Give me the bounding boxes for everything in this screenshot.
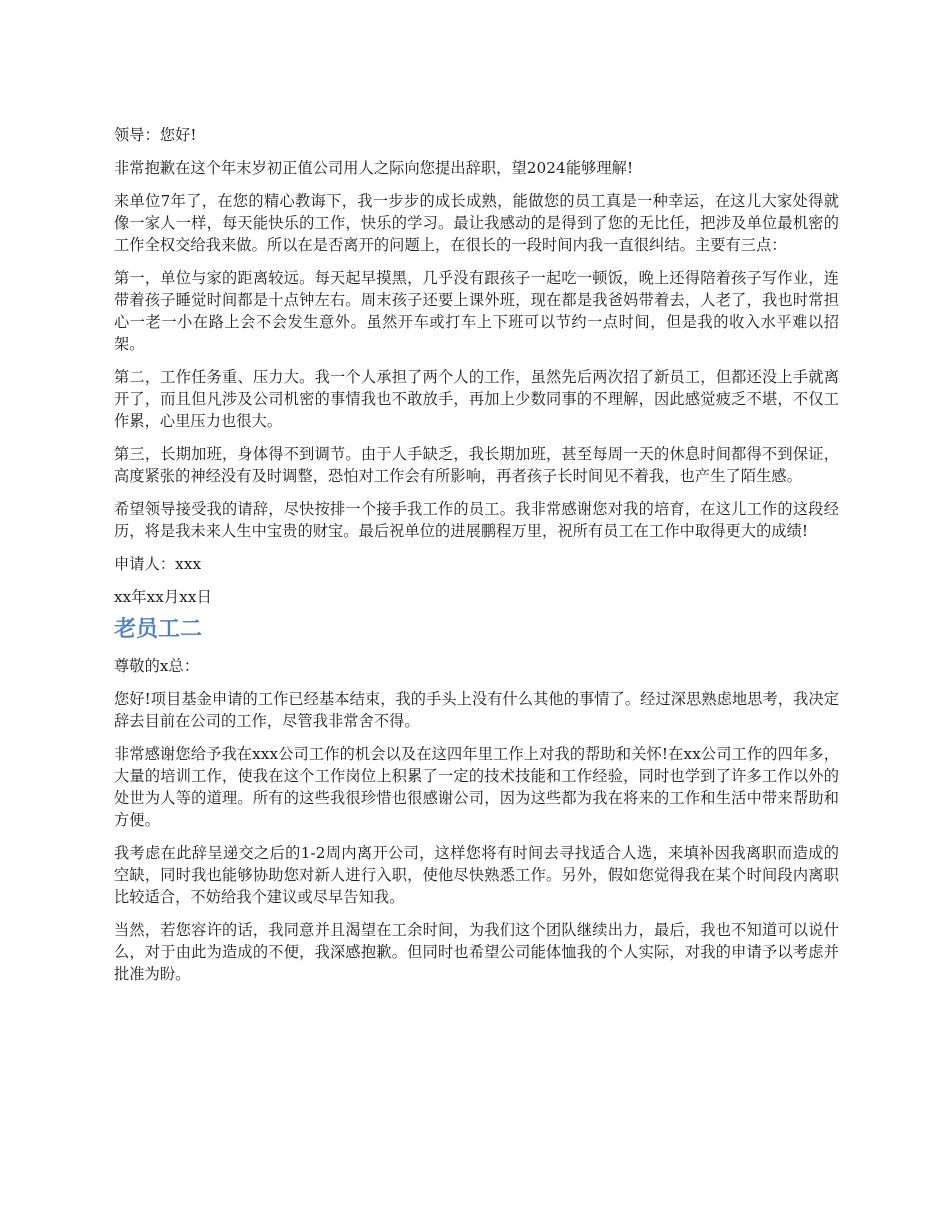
letter1-paragraph-2: 来单位7年了，在您的精心教诲下，我一步步的成长成熟，能做您的员工真是一种幸运，在这儿大家处得就像一家人一样，每天能快乐的工作，快乐的学习。最让我感动的是得到了您的无比任，把涉及单位最机密的工作全权交给我来做。所以在是否离开的问题上，在很长的一段时间内我一直很纠结。主要有三点： [114, 192, 839, 254]
section2-paragraph-4: 当然，若您容许的话，我同意并且渴望在工余时间，为我们这个团队继续出力，最后，我也不知道可以说什么，对于由此为造成的不便，我深感抱歉。但同时也希望公司能体恤我的个人实际，对我的申请予以考虑并批准为盼。 [114, 921, 839, 983]
section2-paragraph-3: 我考虑在此辞呈递交之后的1-2周内离开公司，这样您将有时间去寻找适合人选，来填补因我离职而造成的空缺，同时我也能够协助您对新人进行入职，使他尽快熟悉工作。另外，假如您觉得我在某个时间段内离职比较适合，不妨给我个建议或尽早告知我。 [114, 844, 839, 906]
letter1-applicant: 申请人：xxx [114, 555, 202, 573]
document-page [114, 124, 839, 996]
letter1-greeting: 领导：您好! [114, 126, 197, 144]
letter1-paragraph-4: 第二，工作任务重、压力大。我一个人承担了两个人的工作，虽然先后两次招了新员工，但都还没上手就离开了，而且但凡涉及公司机密的事情我也不敢放手，再加上少数同事的不理解，因此感觉疲乏不堪，不仅工作累，心里压力也很大。 [114, 368, 839, 430]
letter1-date: xx年xx月xx日 [114, 588, 212, 606]
letter1-paragraph-6: 希望领导接受我的请辞，尽快按排一个接手我工作的员工。我非常感谢您对我的培育，在这儿工作的这段经历，将是我未来人生中宝贵的财宝。最后祝单位的进展鹏程万里，祝所有员工在工作中取得更大的成绩! [114, 500, 839, 540]
letter1-paragraph-1: 非常抱歉在这个年末岁初正值公司用人之际向您提出辞职，望2024能够理解! [114, 159, 634, 177]
section2-greeting: 尊敬的x总： [114, 657, 200, 675]
section2-paragraph-1: 您好!项目基金申请的工作已经基本结束，我的手头上没有什么其他的事情了。经过深思熟虑地思考，我决定辞去目前在公司的工作，尽管我非常舍不得。 [114, 690, 839, 730]
letter1-paragraph-3: 第一，单位与家的距离较远。每天起早摸黑，几乎没有跟孩子一起吃一顿饭，晚上还得陪着孩子写作业，连带着孩子睡觉时间都是十点钟左右。周末孩子还要上课外班，现在都是我爸妈带着去，人老了，我也时常担心一老一小在路上会不会发生意外。虽然开车或打车上下班可以节约一点时间，但是我的收入水平难以招架。 [114, 269, 839, 353]
section2-paragraph-2: 非常感谢您给予我在xxx公司工作的机会以及在这四年里工作上对我的帮助和关怀!在xx公司工作的四年多，大量的培训工作，使我在这个工作岗位上积累了一定的技术技能和工作经验，同时也学到了许多工作以外的处世为人等的道理。所有的这些我很珍惜也很感谢公司，因为这些都为我在将来的工作和生活中带来帮助和方便。 [114, 745, 839, 829]
letter1-paragraph-5: 第三，长期加班，身体得不到调节。由于人手缺乏，我长期加班，甚至每周一天的休息时间都得不到保证，高度紧张的神经没有及时调整，恐怕对工作会有所影响，再者孩子长时间见不着我，也产生了陌生感。 [114, 445, 839, 485]
section2-heading: 老员工二 [114, 617, 203, 642]
